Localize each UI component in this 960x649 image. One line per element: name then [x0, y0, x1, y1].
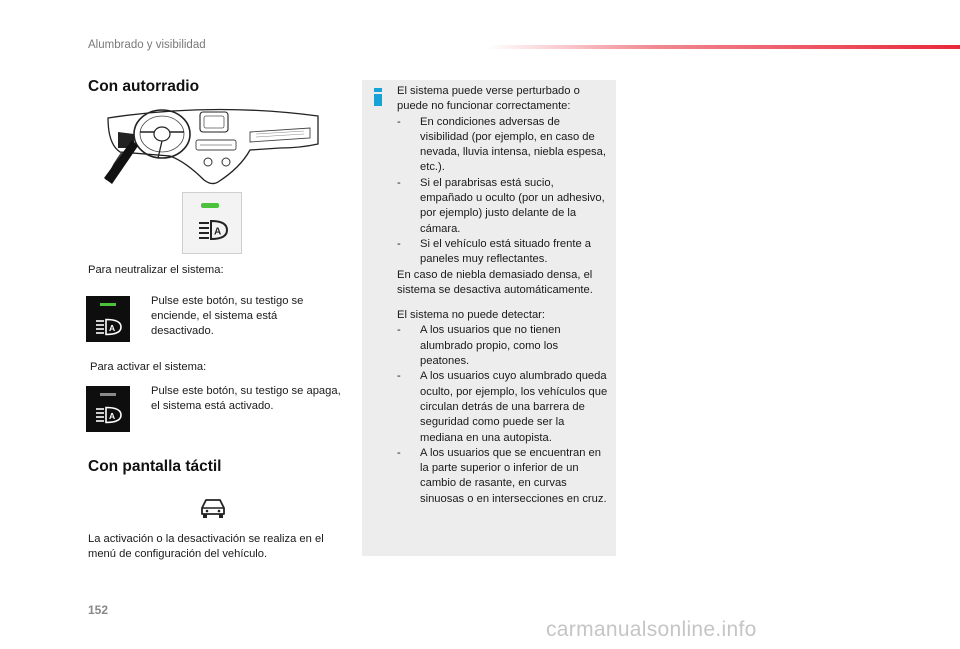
activate-label: Para activar el sistema:	[90, 361, 207, 373]
list-item: - Si el parabrisas está sucio, empañado u oculto (por un adhesivo, por ejemplo) justo delante de la cámara.	[397, 176, 605, 235]
touchscreen-text: La activación o la desactivación se realiza en el menú de configuración del vehículo.	[88, 533, 324, 561]
info-paragraph: En caso de niebla demasiado densa, el sistema se desactiva automáticamente.	[397, 268, 593, 296]
button-led-on	[86, 296, 130, 342]
vehicle-settings-icon	[198, 496, 228, 520]
list-item: - A los usuarios que se encuentran en la parte superior o inferior de un cambio de rasante, en curvas sinuosas o en intersecciones en cruz.	[397, 446, 607, 505]
activate-instruction	[143, 384, 343, 414]
heading-touchscreen: Con pantalla táctil	[88, 458, 222, 475]
watermark: carmanualsonline.info	[546, 618, 757, 641]
auto-letter: A	[109, 411, 116, 421]
list-item: - A los usuarios cuyo alumbrado queda oculto, por ejemplo, los vehículos que circulan detrás de una barrera de seguridad como puede ser la mediana en una autopista.	[397, 370, 608, 444]
button-led-off	[86, 386, 130, 432]
info-body	[397, 84, 609, 507]
section-title: Alumbrado y visibilidad	[88, 39, 206, 51]
auto-letter: A	[214, 226, 222, 238]
neutralize-bullet-text: Pulse este botón, su testigo se enciende, el sistema está desactivado.	[151, 295, 304, 338]
led-indicator-on	[201, 203, 219, 208]
info-box	[362, 80, 616, 556]
lighting-button-closeup	[182, 192, 242, 254]
list-item: - Si el vehículo está situado frente a paneles muy reflectantes.	[397, 237, 592, 266]
neutralize-label: Para neutralizar el sistema:	[88, 264, 224, 276]
heading-autorradio: Con autorradio	[88, 78, 200, 95]
auto-headlight-icon	[197, 219, 229, 241]
auto-letter: A	[109, 323, 116, 333]
info-paragraph: El sistema no puede detectar:	[397, 309, 546, 322]
auto-headlight-icon	[95, 318, 123, 336]
activate-bullet-text: Pulse este botón, su testigo se apaga, el sistema está activado.	[151, 385, 341, 413]
info-paragraph: El sistema puede verse perturbado o puede no funcionar correctamente:	[397, 85, 580, 113]
header-accent-line	[488, 45, 960, 49]
info-icon	[374, 88, 382, 106]
list-item: - En condiciones adversas de visibilidad (por ejemplo, en caso de nevada, lluvia intensa, niebla espesa, etc.).	[397, 115, 606, 174]
led-indicator-off	[100, 393, 116, 396]
neutralize-instruction	[143, 294, 333, 340]
dashboard-illustration	[100, 104, 324, 186]
list-item: - A los usuarios que no tienen alumbrado propio, como los peatones.	[397, 324, 561, 368]
led-indicator-on	[100, 303, 116, 306]
auto-headlight-icon	[95, 406, 123, 424]
page-number: 152	[88, 603, 109, 617]
